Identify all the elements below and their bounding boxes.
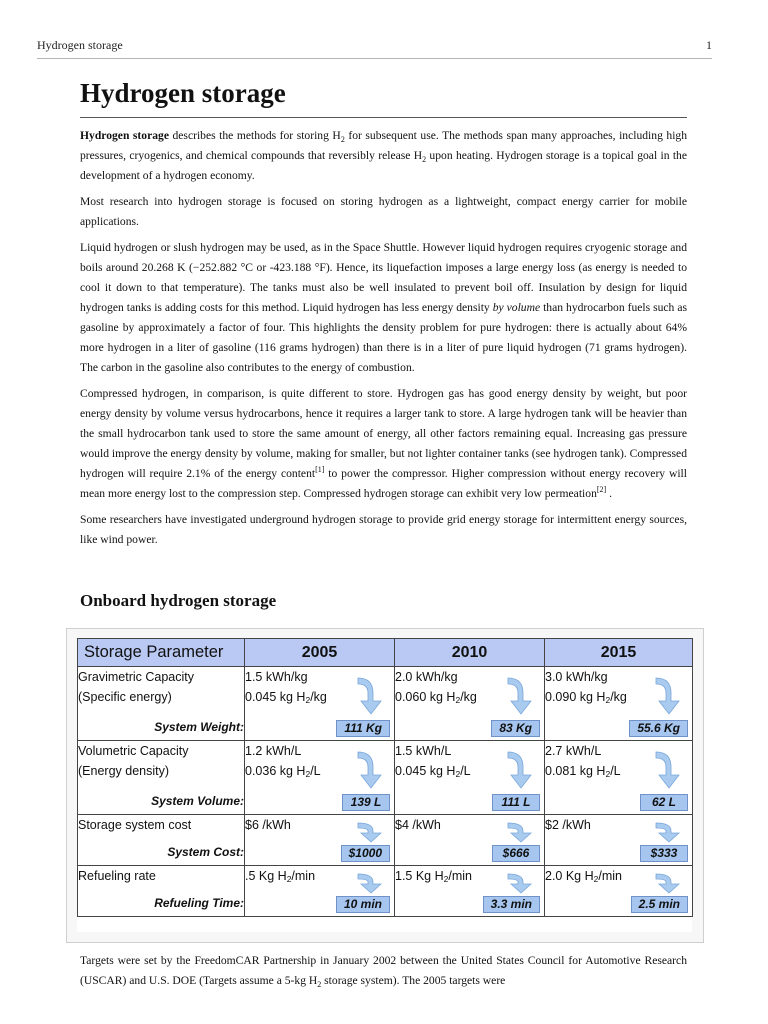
table-row bbox=[78, 714, 693, 741]
text-run: . bbox=[606, 487, 612, 500]
unit-text: /kg bbox=[460, 690, 477, 704]
value-cell bbox=[245, 866, 395, 891]
value-text: 2.0 Kg H bbox=[545, 869, 594, 883]
table-row bbox=[78, 815, 693, 840]
param-label: Volumetric Capacity bbox=[78, 744, 189, 758]
table-row bbox=[78, 866, 693, 891]
subscript: 2 bbox=[317, 980, 322, 989]
value-text: 3.0 kWh/kg bbox=[545, 670, 608, 684]
result-box: 111 Kg bbox=[336, 720, 390, 737]
value-cell bbox=[395, 741, 545, 788]
result-box: $1000 bbox=[341, 845, 390, 862]
value-cell bbox=[545, 866, 693, 891]
value-cell bbox=[545, 741, 693, 788]
system-weight-label: System Weight: bbox=[78, 714, 245, 741]
value-cell bbox=[395, 667, 545, 714]
result-cell bbox=[395, 891, 545, 917]
result-cell bbox=[245, 891, 395, 917]
result-box: 62 L bbox=[640, 794, 688, 811]
value-text: 2.7 kWh/L bbox=[545, 744, 602, 758]
value-cell bbox=[245, 741, 395, 788]
table-row bbox=[78, 741, 693, 788]
result-cell bbox=[545, 891, 693, 917]
header-storage-parameter: Storage Parameter bbox=[78, 639, 245, 667]
param-sublabel: (Energy density) bbox=[78, 764, 170, 778]
down-arrow-icon bbox=[356, 749, 384, 789]
page-number: 1 bbox=[706, 38, 712, 52]
result-box: 55.6 Kg bbox=[629, 720, 688, 737]
unit-text: /L bbox=[610, 764, 621, 778]
value-text: $4 /kWh bbox=[395, 818, 441, 832]
value-text: 0.045 kg H bbox=[245, 690, 306, 704]
header-year-2005: 2005 bbox=[245, 639, 395, 667]
article-body bbox=[80, 126, 687, 556]
subscript: 2 bbox=[305, 695, 311, 705]
result-box: 2.5 min bbox=[631, 896, 688, 913]
param-gravimetric bbox=[78, 667, 245, 714]
result-box: 83 Kg bbox=[491, 720, 540, 737]
param-volumetric bbox=[78, 741, 245, 788]
emphasis: by volume bbox=[492, 301, 541, 314]
value-cell bbox=[545, 667, 693, 714]
subscript: 2 bbox=[422, 155, 427, 164]
text-run: for subsequent use. The methods span many approaches, including high pressures, cryogenics, and chemical compounds that reversibly release H bbox=[80, 129, 688, 162]
value-text: 0.090 kg H bbox=[545, 690, 606, 704]
param-storage-cost: Storage system cost bbox=[78, 815, 245, 840]
result-cell bbox=[545, 788, 693, 815]
value-text: 2.0 kWh/kg bbox=[395, 670, 458, 684]
figure-caption bbox=[80, 951, 687, 991]
value-text: 0.081 kg H bbox=[545, 764, 606, 778]
text-run: Compressed hydrogen, in comparison, is quite different to store. Hydrogen gas has good energy density by weight, but poor energy density by volume versus hydrocarbons, hence it requires a larger tank to store. A large hydrogen tank will be heavier than the small hydrocarbon tank used to store the same amount of energy, all other factors remaining equal. Increasing gas pressure would improve the energy density by volume, making for smaller, but not lighter container tanks (see hydrogen tank). Compressed hydrogen will require 2.1% of the energy content bbox=[80, 387, 687, 480]
paragraph-underground: Some researchers have investigated underground hydrogen storage to provide grid energy storage for intermittent energy sources, like wind power. bbox=[80, 513, 687, 546]
table-row bbox=[78, 788, 693, 815]
value-cell bbox=[245, 667, 395, 714]
down-arrow-icon bbox=[654, 749, 682, 789]
header-year-2015: 2015 bbox=[545, 639, 693, 667]
subscript: 2 bbox=[605, 695, 611, 705]
subscript: 2 bbox=[443, 874, 449, 884]
down-arrow-icon bbox=[654, 675, 682, 715]
result-cell bbox=[245, 714, 395, 741]
result-cell bbox=[395, 788, 545, 815]
subscript: 2 bbox=[286, 874, 292, 884]
value-text: 0.045 kg H bbox=[395, 764, 456, 778]
value-cell bbox=[395, 815, 545, 840]
running-head-title: Hydrogen storage bbox=[37, 38, 123, 52]
result-cell bbox=[545, 840, 693, 866]
unit-text: /min bbox=[291, 869, 316, 883]
result-cell bbox=[245, 788, 395, 815]
paragraph-research: Most research into hydrogen storage is focused on storing hydrogen as a lightweight, compact energy carrier for mobile applications. bbox=[80, 195, 687, 228]
title-divider bbox=[80, 117, 687, 118]
storage-targets-table bbox=[77, 638, 693, 917]
text-run: storage system). The 2005 targets were bbox=[321, 974, 506, 987]
value-text: 1.5 kWh/L bbox=[395, 744, 452, 758]
result-box: 111 L bbox=[492, 794, 540, 811]
unit-text: /min bbox=[598, 869, 622, 883]
down-arrow-icon bbox=[356, 675, 384, 715]
table-row bbox=[78, 667, 693, 714]
table-row bbox=[78, 891, 693, 917]
down-arrow-icon bbox=[506, 749, 534, 789]
result-cell bbox=[395, 714, 545, 741]
running-head bbox=[37, 38, 712, 54]
subscript: 2 bbox=[605, 769, 611, 779]
targets-table-figure bbox=[77, 638, 692, 932]
citation-link[interactable]: [2] bbox=[596, 485, 607, 494]
citation-link[interactable]: [1] bbox=[315, 465, 325, 474]
value-text: 0.060 kg H bbox=[395, 690, 456, 704]
result-cell bbox=[395, 840, 545, 866]
down-arrow-icon bbox=[506, 675, 534, 715]
result-box: 10 min bbox=[336, 896, 390, 913]
text-run: than hydrocarbon fuels such as gasoline by approximately a factor of four. This highlights the density problem for pure hydrogen: there is actually about 64% more hydrogen in a liter of gasoline (116 grams hydrogen) than there is in a liter of pure liquid hydrogen (71 grams hydrogen). The carbon in the gasoline also contributes to the energy of combustion. bbox=[80, 301, 687, 374]
text-run: Targets were set by the FreedomCAR Partnership in January 2002 between the United States Council for Automotive Research (USCAR) and U.S. DOE (Targets assume a 5-kg H bbox=[80, 954, 687, 987]
unit-text: /L bbox=[460, 764, 471, 778]
value-text: $2 /kWh bbox=[545, 818, 591, 832]
value-text: 1.5 Kg H bbox=[395, 869, 444, 883]
system-volume-label: System Volume: bbox=[78, 788, 245, 815]
section-title: Onboard hydrogen storage bbox=[80, 591, 277, 610]
result-cell bbox=[545, 714, 693, 741]
paragraph-liquid bbox=[80, 238, 687, 378]
result-box: $666 bbox=[492, 845, 540, 862]
figure-frame bbox=[66, 628, 704, 943]
refueling-time-label: Refueling Time: bbox=[78, 891, 245, 917]
unit-text: /L bbox=[310, 764, 321, 778]
header-year-2010: 2010 bbox=[395, 639, 545, 667]
unit-text: /kg bbox=[310, 690, 327, 704]
text-run: to power the compressor. Higher compression without energy recovery will mean more energy lost to the compression step. Compressed hydrogen storage can exhibit very low permeation bbox=[80, 467, 687, 500]
term-bold: Hydrogen storage bbox=[80, 129, 169, 142]
text-run: Liquid hydrogen or slush hydrogen may be used, as in the Space Shuttle. However liquid hydrogen requires cryogenic storage and boils around 20.268 K (−252.882 °C or -423.188 °F). Hence, its liquefaction imposes a large energy loss (as energy is needed to cool it down to that temperature). The tanks must also be well insulated to prevent boil off. Insulation by design for liquid hydrogen tanks is adding costs for this method. Liquid hydrogen has less energy density bbox=[80, 241, 687, 314]
param-refueling-rate: Refueling rate bbox=[78, 866, 245, 891]
paragraph-compressed bbox=[80, 384, 687, 504]
subscript: 2 bbox=[305, 769, 311, 779]
system-cost-label: System Cost: bbox=[78, 840, 245, 866]
subscript: 2 bbox=[455, 769, 461, 779]
result-cell bbox=[245, 840, 395, 866]
table-row bbox=[78, 840, 693, 866]
value-text: 0.036 kg H bbox=[245, 764, 306, 778]
param-label: Gravimetric Capacity bbox=[78, 670, 194, 684]
result-box: 139 L bbox=[342, 794, 390, 811]
value-text: $6 /kWh bbox=[245, 818, 291, 832]
value-cell bbox=[545, 815, 693, 840]
text-run: describes the methods for storing H bbox=[168, 129, 341, 142]
subscript: 2 bbox=[455, 695, 461, 705]
subscript: 2 bbox=[593, 874, 599, 884]
text-run: upon heating. Hydrogen storage is a topical goal in the development of a hydrogen economy. bbox=[80, 149, 687, 182]
value-text: .5 Kg H bbox=[245, 869, 287, 883]
subscript: 2 bbox=[340, 135, 345, 144]
result-box: $333 bbox=[640, 845, 688, 862]
table-header-row bbox=[78, 639, 693, 667]
value-cell bbox=[245, 815, 395, 840]
value-cell bbox=[395, 866, 545, 891]
result-box: 3.3 min bbox=[483, 896, 540, 913]
unit-text: /min bbox=[448, 869, 472, 883]
param-sublabel: (Specific energy) bbox=[78, 690, 172, 704]
unit-text: /kg bbox=[610, 690, 627, 704]
value-text: 1.2 kWh/L bbox=[245, 744, 302, 758]
header-divider bbox=[37, 58, 712, 59]
value-text: 1.5 kWh/kg bbox=[245, 670, 308, 684]
paragraph-intro bbox=[80, 126, 687, 186]
page-title: Hydrogen storage bbox=[80, 78, 286, 108]
